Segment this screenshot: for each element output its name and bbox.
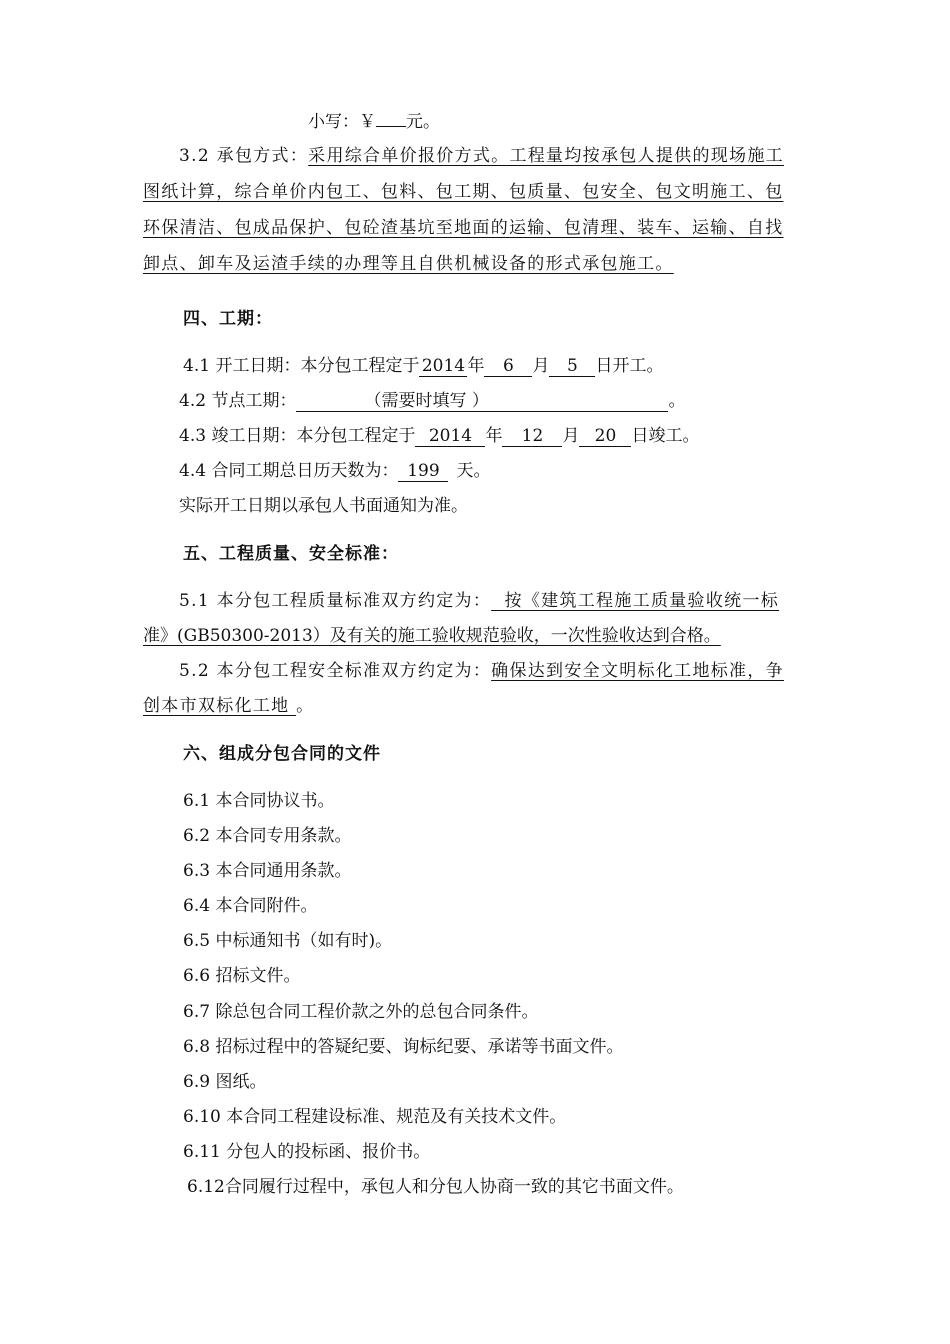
start-date-line [183,355,663,377]
amount-blank [376,126,406,127]
safety-standard-text: 确保达到安全文明标化工地标准，争 [491,661,784,681]
completion-date-suffix: 日竣工。 [631,426,700,446]
actual-start-note: 实际开工日期以承包人书面通知为准。 [179,496,468,516]
completion-date-label: 4.3 竣工日期：本分包工程定于 [179,426,416,446]
quality-standard-line-1 [179,590,779,612]
milestone-suffix: 。 [668,391,686,411]
contract-mode-line-3: 环保清洁、包成品保护、包砼渣基坑至地面的运输、包清理、装车、运输、自找 [143,218,784,238]
safety-standard-text-2: 创本市双标化工地 [143,696,297,716]
contract-mode-text: 采用综合单价报价方式。工程量均按承包人提供的现场施工 [308,146,784,166]
total-days-value: 199 [398,461,448,482]
quality-standard-label: 5.1 本分包工程质量标准双方约定为： [179,591,492,611]
total-days-line [179,460,490,482]
start-month: 6 [484,356,532,377]
amount-unit: 元。 [406,112,440,132]
section-6-heading: 六、组成分包合同的文件 [183,744,381,764]
milestone-blank [296,391,668,412]
amount-line [308,111,440,133]
list-item: 6.10 本合同工程建设标准、规范及有关技术文件。 [183,1107,567,1127]
list-item: 6.8 招标过程中的答疑纪要、询标纪要、承诺等书面文件。 [183,1037,624,1057]
contract-mode-line-4: 卸点、卸车及运渣手续的办理等且自供机械设备的形式承包施工。 [143,254,674,274]
section-5-heading: 五、工程质量、安全标准： [183,544,399,564]
start-year: 2014 [419,356,467,377]
list-item: 6.7 除总包合同工程价款之外的总包合同条件。 [183,1002,539,1022]
total-days-suffix: 天。 [456,461,491,481]
milestone-line [179,390,685,412]
completion-month: 12 [502,426,562,447]
list-item: 6.5 中标通知书（如有时)。 [183,931,393,951]
contract-mode-label: 3.2 承包方式： [179,146,309,166]
list-item: 6.3 本合同通用条款。 [183,861,352,881]
section-4-heading: 四、工期： [183,309,273,329]
safety-standard-line-1 [179,660,784,682]
list-item: 6.12合同履行过程中，承包人和分包人协商一致的其它书面文件。 [187,1177,684,1197]
milestone-label: 4.2 节点工期： [179,391,297,411]
milestone-value: （需要时填写 ） [364,391,489,411]
quality-standard-line-2: 准》(GB50300-2013）及有关的施工验收规范验收，一次性验收达到合格。 [143,626,721,646]
contract-mode-line-1 [179,145,784,167]
list-item: 6.11 分包人的投标函、报价书。 [183,1142,431,1162]
list-item: 6.9 图纸。 [183,1072,267,1092]
year-char-2: 年 [485,426,503,446]
list-item: 6.4 本合同附件。 [183,896,318,916]
list-item: 6.1 本合同协议书。 [183,791,335,811]
amount-label: 小写：￥ [308,112,376,132]
month-char-2: 月 [562,426,580,446]
month-char: 月 [532,356,550,376]
start-day: 5 [549,356,595,377]
safety-standard-label: 5.2 本分包工程安全标准双方约定为： [179,661,492,681]
safety-standard-line-2 [143,695,314,717]
quality-standard-text: 按《建筑工程施工质量验收统一标 [491,591,780,611]
safety-standard-suffix: 。 [296,696,315,716]
list-item: 6.6 招标文件。 [183,966,301,986]
contract-mode-line-2: 图纸计算，综合单价内包工、包料、包工期、包质量、包安全、包文明施工、包 [143,182,784,202]
list-item: 6.2 本合同专用条款。 [183,826,352,846]
completion-year: 2014 [415,426,485,447]
year-char: 年 [467,356,485,376]
start-date-label: 4.1 开工日期：本分包工程定于 [183,356,420,376]
completion-date-line [179,425,699,447]
total-days-label: 4.4 合同工期总日历天数为： [179,461,399,481]
start-date-suffix: 日开工。 [595,356,664,376]
completion-day: 20 [579,426,631,447]
